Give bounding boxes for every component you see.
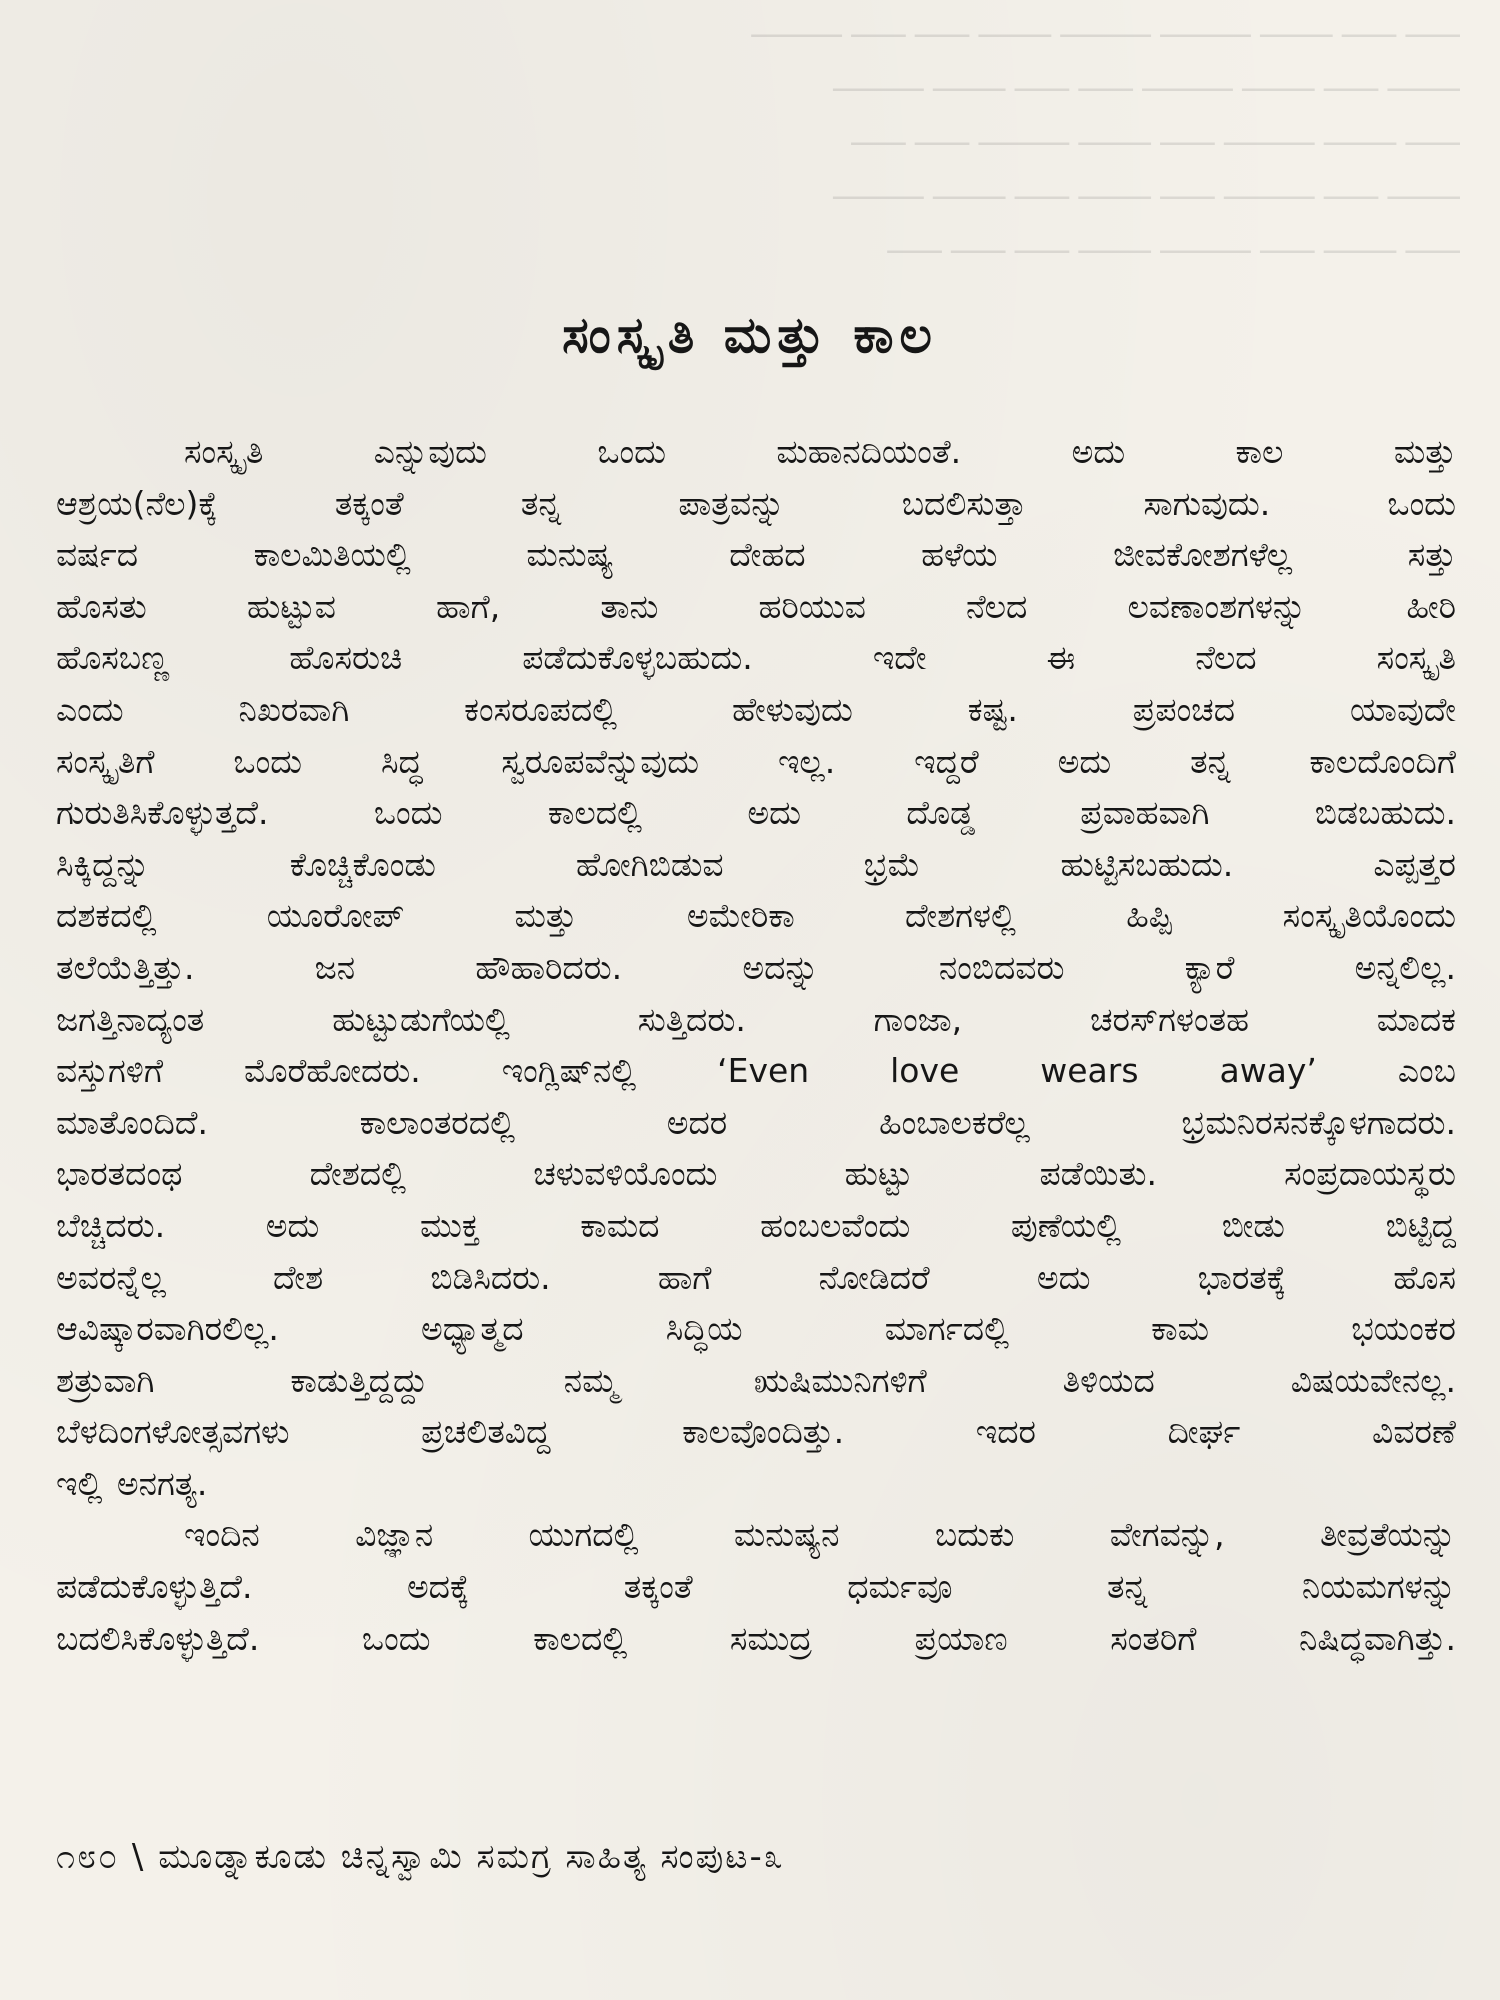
text-line: ಜಗತ್ತಿನಾದ್ಯಂತ ಹುಟ್ಟುಡುಗೆಯಲ್ಲಿ ಸುತ್ತಿದರು. ಗಾಂಜಾ, ಚರಸ್‌ಗಳಂತಹ ಮಾದಕ xyxy=(56,999,1456,1039)
text-line: ಶತ್ರುವಾಗಿ ಕಾಡುತ್ತಿದ್ದದ್ದು ನಮ್ಮ ಋಷಿಮುನಿಗಳಿಗೆ ತಿಳಿಯದ ವಿಷಯವೇನಲ್ಲ. xyxy=(56,1360,1456,1400)
text-line: ವರ್ಷದ ಕಾಲಮಿತಿಯಲ್ಲಿ ಮನುಷ್ಯ ದೇಹದ ಹಳೆಯ ಜೀವಕೋಶಗಳೆಲ್ಲ ಸತ್ತು xyxy=(56,535,1456,575)
text-line: ಇಂದಿನ ವಿಜ್ಞಾನ ಯುಗದಲ್ಲಿ ಮನುಷ್ಯನ ಬದುಕು ವೇಗವನ್ನು, ತೀವ್ರತೆಯನ್ನು xyxy=(184,1515,1456,1555)
text-line: ವಸ್ತುಗಳಿಗೆ ಮೊರೆಹೋದರು. ಇಂಗ್ಲಿಷ್‌ನಲ್ಲಿ ‘Even love wears away’ ಎಂಬ xyxy=(56,1051,1456,1091)
text-line: ಗುರುತಿಸಿಕೊಳ್ಳುತ್ತದೆ. ಒಂದು ಕಾಲದಲ್ಲಿ ಅದು ದೊಡ್ಡ ಪ್ರವಾಹವಾಗಿ ಬಿಡಬಹುದು. xyxy=(56,793,1456,833)
text-line: ಎಂದು ನಿಖರವಾಗಿ ಕಂಸರೂಪದಲ್ಲಿ ಹೇಳುವುದು ಕಷ್ಟ. ಪ್ರಪಂಚದ ಯಾವುದೇ xyxy=(56,689,1456,729)
page-title: ಸಂಸ್ಕೃತಿ ಮತ್ತು ಕಾಲ xyxy=(562,306,938,364)
text-line: ಸಂಸ್ಕೃತಿ ಎನ್ನುವುದು ಒಂದು ಮಹಾನದಿಯಂತೆ. ಅದು ಕಾಲ ಮತ್ತು xyxy=(184,432,1456,471)
text-line: ಬೆಳದಿಂಗಳೋತ್ಸವಗಳು ಪ್ರಚಲಿತವಿದ್ದ ಕಾಲವೊಂದಿತ್ತು. ಇದರ ದೀರ್ಘ ವಿವರಣೆ xyxy=(56,1412,1456,1452)
text-line: ಮಾತೊಂದಿದೆ. ಕಾಲಾಂತರದಲ್ಲಿ ಅದರ ಹಿಂಬಾಲಕರೆಲ್ಲ ಭ್ರಮನಿರಸನಕ್ಕೊಳಗಾದರು. xyxy=(56,1102,1456,1142)
text-line: ಭಾರತದಂಥ ದೇಶದಲ್ಲಿ ಚಳುವಳಿಯೊಂದು ಹುಟ್ಟು ಪಡೆಯಿತು. ಸಂಪ್ರದಾಯಸ್ಥರು xyxy=(56,1154,1456,1194)
text-line: ತಲೆಯೆತ್ತಿತ್ತು. ಜನ ಹೌಹಾರಿದರು. ಅದನ್ನು ನಂಬಿದವರು ಕ್ಯಾರೆ ಅನ್ನಲಿಲ್ಲ. xyxy=(56,947,1456,987)
text-line: ಹೊಸಬಣ್ಣ ಹೊಸರುಚಿ ಪಡೆದುಕೊಳ್ಳಬಹುದು. ಇದೇ ಈ ನೆಲದ ಸಂಸ್ಕೃತಿ xyxy=(56,638,1456,678)
text-line: ಇಲ್ಲಿ ಅನಗತ್ಯ. xyxy=(56,1463,208,1503)
text-line: ಆಶ್ರಯ(ನೆಲ)ಕ್ಕೆ ತಕ್ಕಂತೆ ತನ್ನ ಪಾತ್ರವನ್ನು ಬದಲಿಸುತ್ತಾ ಸಾಗುವುದು. ಒಂದು xyxy=(56,483,1456,523)
text-line: ದಶಕದಲ್ಲಿ ಯೂರೋಪ್ ಮತ್ತು ಅಮೇರಿಕಾ ದೇಶಗಳಲ್ಲಿ ಹಿಪ್ಪಿ ಸಂಸ್ಕೃತಿಯೊಂದು xyxy=(56,896,1456,936)
text-line: ಪಡೆದುಕೊಳ್ಳುತ್ತಿದೆ. ಅದಕ್ಕೆ ತಕ್ಕಂತೆ ಧರ್ಮವೂ ತನ್ನ ನಿಯಮಗಳನ್ನು xyxy=(56,1567,1456,1607)
text-line: ಅವರನ್ನೆಲ್ಲ ದೇಶ ಬಿಡಿಸಿದರು. ಹಾಗೆ ನೋಡಿದರೆ ಅದು ಭಾರತಕ್ಕೆ ಹೊಸ xyxy=(56,1257,1456,1297)
text-line: ಸಂಸ್ಕೃತಿಗೆ ಒಂದು ಸಿದ್ಧ ಸ್ವರೂಪವೆನ್ನುವುದು ಇಲ್ಲ. ಇದ್ದರೆ ಅದು ತನ್ನ ಕಾಲದೊಂದಿಗೆ xyxy=(56,741,1456,781)
text-line: ಬೆಚ್ಚಿದರು. ಅದು ಮುಕ್ತ ಕಾಮದ ಹಂಬಲವೆಂದು ಪುಣೆಯಲ್ಲಿ ಬೀಡು ಬಿಟ್ಟಿದ್ದ xyxy=(56,1205,1456,1245)
text-line: ಆವಿಷ್ಕಾರವಾಗಿರಲಿಲ್ಲ. ಅಧ್ಯಾತ್ಮದ ಸಿದ್ಧಿಯ ಮಾರ್ಗದಲ್ಲಿ ಕಾಮ ಭಯಂಕರ xyxy=(56,1309,1456,1349)
text-line: ಹೊಸತು ಹುಟ್ಟುವ ಹಾಗೆ, ತಾನು ಹರಿಯುವ ನೆಲದ ಲವಣಾಂಶಗಳನ್ನು ಹೀರಿ xyxy=(56,586,1456,626)
text-line: ಸಿಕ್ಕಿದ್ದನ್ನು ಕೊಚ್ಚಿಕೊಂಡು ಹೋಗಿಬಿಡುವ ಭ್ರಮೆ ಹುಟ್ಟಿಸಬಹುದು. ಎಪ್ಪತ್ತರ xyxy=(56,844,1456,884)
page-footer: ೧೮೦ \ ಮೂಡ್ನಾಕೂಡು ಚಿನ್ನಸ್ವಾಮಿ ಸಮಗ್ರ ಸಾಹಿತ್ಯ ಸಂಪುಟ-೩ xyxy=(56,1837,785,1877)
text-line: ಬದಲಿಸಿಕೊಳ್ಳುತ್ತಿದೆ. ಒಂದು ಕಾಲದಲ್ಲಿ ಸಮುದ್ರ ಪ್ರಯಾಣ ಸಂತರಿಗೆ ನಿಷಿದ್ಧವಾಗಿತ್ತು. xyxy=(56,1618,1456,1658)
bleed-through-text: ─── ─── ──── ───── ───── ──── ─── ─── ───── ──── ─── ──── ───── ─── ─── ──── ───── ─── ──── ───── ─── ──── ───── ─── ─── ──── ─── ───── ─── ──── ─── ──── ───── ─── ──── ─── ───── ──── ─── ─── ─── xyxy=(751,19,1460,270)
body-text xyxy=(56,426,1456,1664)
